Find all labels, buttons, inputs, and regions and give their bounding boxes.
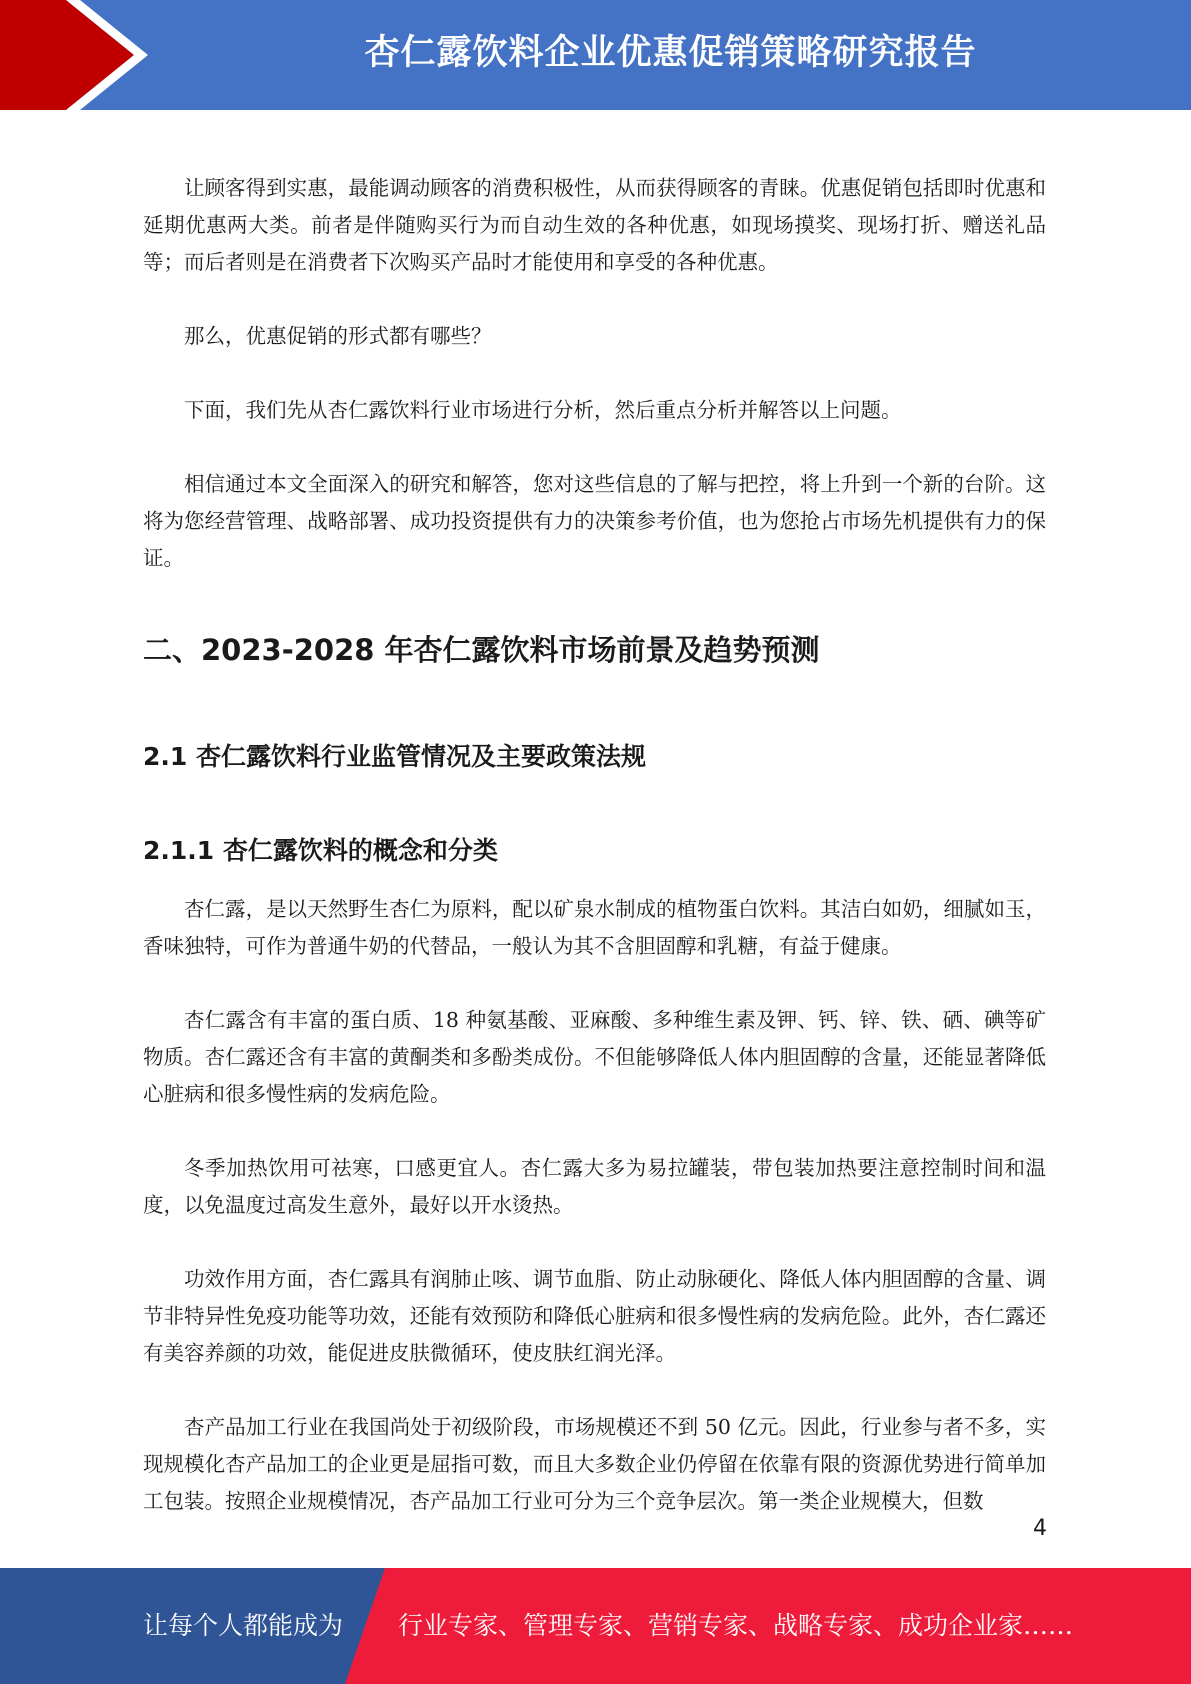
body-paragraph-5: 杏产品加工行业在我国尚处于初级阶段，市场规模还不到 50 亿元。因此，行业参与者不多，实现规模化杏产品加工的企业更是屈指可数，而且大多数企业仍停留在依靠有限的资源优势进行简单加工包装。按照企业规模情况，杏产品加工行业可分为三个竞争层次。第一类企业规模大，但数 xyxy=(143,1415,1046,1513)
section-heading: 二、2023-2028 年杏仁露饮料市场前景及趋势预测 xyxy=(143,633,820,667)
body-paragraph-4: 功效作用方面，杏仁露具有润肺止咳、调节血脂、防止动脉硬化、降低人体内胆固醇的含量、调节非特异性免疫功能等功效，还能有效预防和降低心脏病和很多慢性病的发病危险。此外，杏仁露还有美容养颜的功效，能促进皮肤微循环，使皮肤红润光泽。 xyxy=(143,1267,1046,1365)
footer-slogan-left: 让每个人都能成为 xyxy=(143,1611,344,1640)
subsubsection-heading: 2.1.1 杏仁露饮料的概念和分类 xyxy=(143,836,498,865)
header-chevron-icon xyxy=(0,0,160,110)
subsection-heading: 2.1 杏仁露饮料行业监管情况及主要政策法规 xyxy=(143,742,646,771)
intro-paragraph-3: 下面，我们先从杏仁露饮料行业市场进行分析，然后重点分析并解答以上问题。 xyxy=(184,398,902,422)
intro-paragraph-1: 让顾客得到实惠，最能调动顾客的消费积极性，从而获得顾客的青睐。优惠促销包括即时优惠和延期优惠两大类。前者是伴随购买行为而自动生效的各种优惠，如现场摸奖、现场打折、赠送礼品等；而后者则是在消费者下次购买产品时才能使用和享受的各种优惠。 xyxy=(143,176,1046,274)
header-title: 杏仁露饮料企业优惠促销策略研究报告 xyxy=(364,33,977,73)
page-number: 4 xyxy=(1033,1516,1047,1541)
intro-paragraph-2: 那么，优惠促销的形式都有哪些？ xyxy=(184,324,492,348)
footer-slogan-right: 行业专家、管理专家、营销专家、战略专家、成功企业家…… xyxy=(398,1611,1074,1640)
intro-paragraph-4: 相信通过本文全面深入的研究和解答，您对这些信息的了解与把控，将上升到一个新的台阶。这将为您经营管理、战略部署、成功投资提供有力的决策参考价值，也为您抢占市场先机提供有力的保证。 xyxy=(143,472,1046,570)
body-paragraph-3: 冬季加热饮用可祛寒，口感更宜人。杏仁露大多为易拉罐装，带包装加热要注意控制时间和温度，以免温度过高发生意外，最好以开水烫热。 xyxy=(143,1156,1046,1217)
document-body xyxy=(143,170,1046,1520)
body-paragraph-1: 杏仁露，是以天然野生杏仁为原料，配以矿泉水制成的植物蛋白饮料。其洁白如奶，细腻如玉，香味独特，可作为普通牛奶的代替品，一般认为其不含胆固醇和乳糖，有益于健康。 xyxy=(143,897,1046,958)
body-paragraph-2: 杏仁露含有丰富的蛋白质、18 种氨基酸、亚麻酸、多种维生素及钾、钙、锌、铁、硒、碘等矿物质。杏仁露还含有丰富的黄酮类和多酚类成份。不但能够降低人体内胆固醇的含量，还能显著降低心脏病和很多慢性病的发病危险。 xyxy=(143,1008,1046,1106)
page-footer xyxy=(0,1568,1191,1684)
page-header xyxy=(0,0,1191,110)
